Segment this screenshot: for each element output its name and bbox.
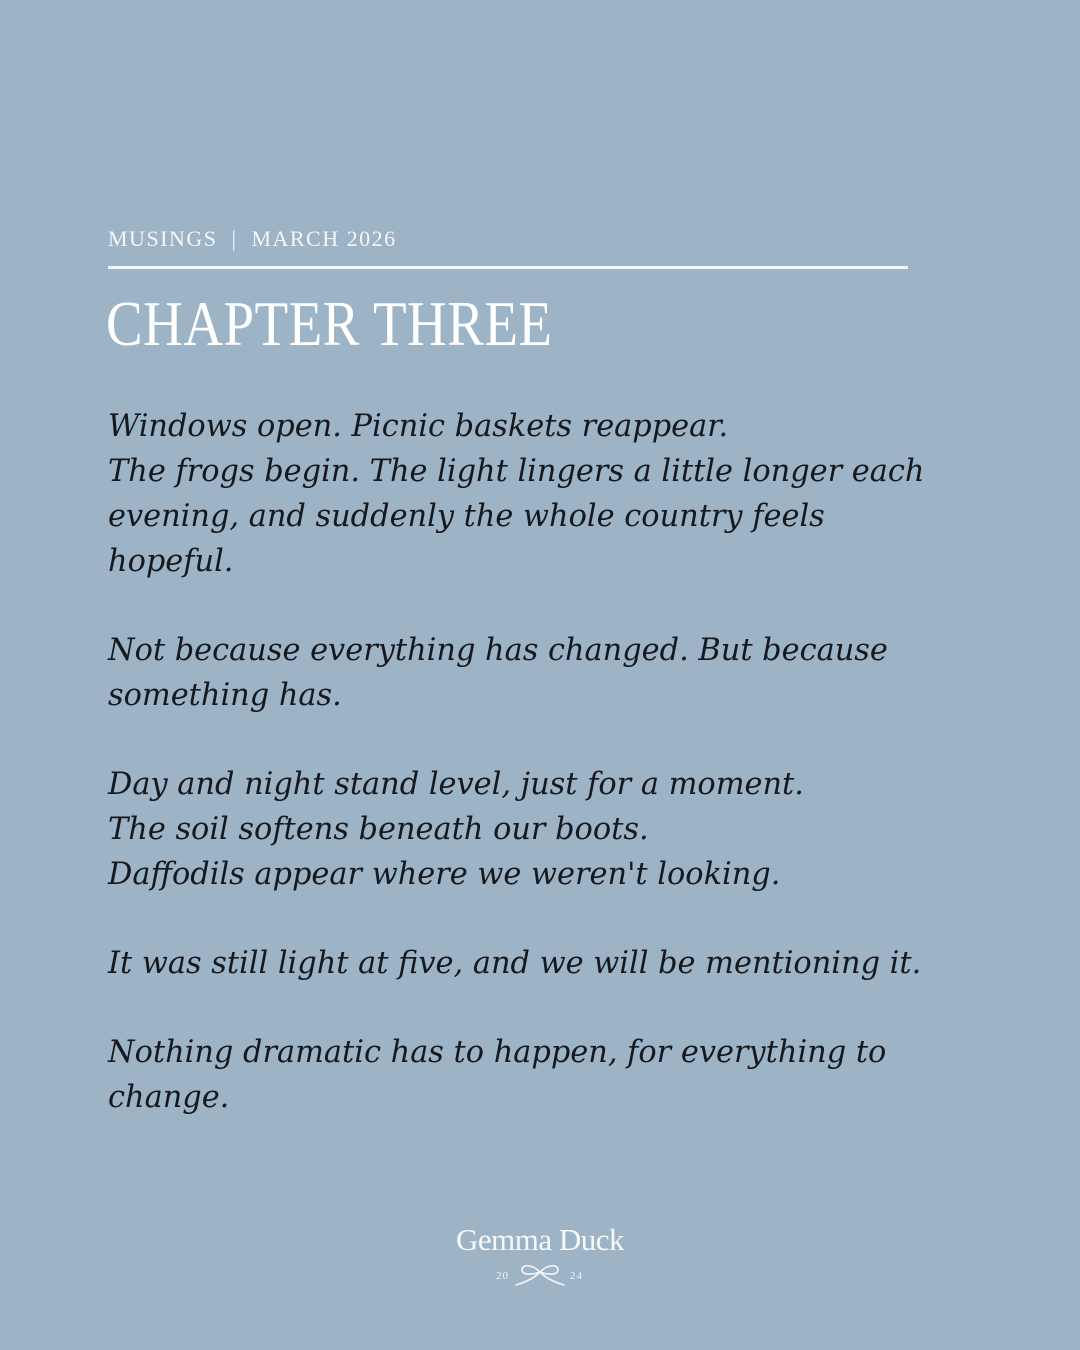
poem-line: change.: [108, 1079, 230, 1115]
poem-line: evening, and suddenly the whole country feels: [108, 498, 825, 534]
poem-line: Daffodils appear where we weren't looking.: [108, 856, 781, 892]
poem-stanza: [108, 628, 988, 718]
page-title: CHAPTER THREE: [106, 288, 553, 359]
poem-stanza: [108, 762, 988, 897]
poem-line: something has.: [108, 677, 342, 713]
brand-logo: [0, 1222, 1080, 1288]
poem-stanza: [108, 1030, 988, 1120]
date-label: MARCH 2026: [251, 226, 397, 251]
poem-line: The soil softens beneath our boots.: [108, 811, 649, 847]
poem-line: Nothing dramatic has to happen, for everything to: [108, 1034, 887, 1070]
poem-line: Day and night stand level, just for a moment.: [108, 766, 804, 802]
poem-stanza: [108, 404, 988, 584]
brand-name: Gemma Duck: [455, 1222, 625, 1257]
poem-line: The frogs begin. The light lingers a little longer each: [108, 453, 925, 489]
poem-stanza: [108, 941, 988, 986]
separator: |: [231, 226, 238, 251]
header-divider: [108, 266, 908, 269]
ribbon-bow-icon: [512, 1262, 568, 1288]
poem-line: hopeful.: [108, 543, 234, 579]
logo-mark: [0, 1262, 1080, 1288]
poem-line: Windows open. Picnic baskets reappear.: [108, 408, 729, 444]
poem-line: It was still light at five, and we will be mentioning it.: [108, 945, 922, 981]
category-date-line: [108, 226, 397, 252]
section-label: MUSINGS: [108, 226, 218, 251]
poem-body: [108, 404, 988, 1164]
year-right: 24: [570, 1270, 583, 1282]
poem-line: Not because everything has changed. But because: [108, 632, 888, 668]
year-left: 20: [496, 1270, 509, 1282]
